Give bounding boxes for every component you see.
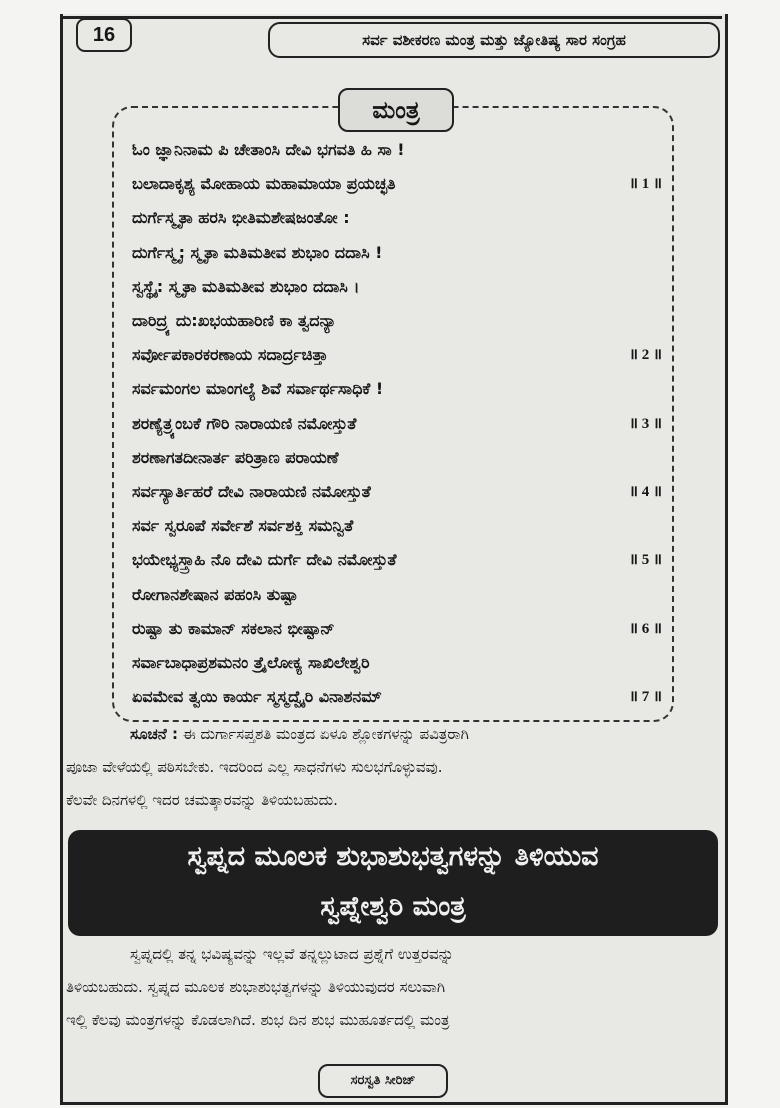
series-footer: ಸರಸ್ವತಿ ಸೀರಿಜ್	[318, 1064, 448, 1098]
verse-text: ಶರಣ್ಯೆತ್ರ್ಯಂಬಕೆ ಗೌರಿ ನಾರಾಯಣಿ ನಮೋಸ್ತುತೆ	[132, 413, 357, 433]
verse-line	[132, 475, 662, 509]
verse-line	[132, 543, 662, 577]
verse-number: ॥ 5 ॥	[629, 552, 662, 569]
banner-line: ಸ್ವಪ್ನದ ಮೂಲಕ ಶುಭಾಶುಭತ್ವಗಳನ್ನು ತಿಳಿಯುವ	[187, 841, 599, 872]
verse-text: ಏವಮೇವ ತ್ವಯಿ ಕಾರ್ಯ ಸ್ಮಸ್ಮದ್ವೈರಿ ವಿನಾಶನಮ್	[132, 687, 382, 707]
verse-text: ಸರ್ವಾಬಾಧಾಪ್ರಶಮನಂ ತ್ರೈಲೋಕ್ಯ ಸಾಖಿಲೇಶ್ವರಿ	[132, 653, 370, 672]
verse-line	[132, 270, 662, 304]
verse-line	[132, 509, 662, 543]
note-line: ಈ ದುರ್ಗಾಸಪ್ತಶತಿ ಮಂತ್ರದ ಏಳೂ ಶ್ಲೋಕಗಳನ್ನು ಪವಿತ್ರರಾಗಿ	[182, 725, 469, 743]
verse-text: ರುಷ್ಟಾ ತು ಕಾಮಾನ್ ಸಕಲಾನ ಭೀಷ್ಟಾನ್	[132, 618, 335, 638]
book-title: ಸರ್ವ ವಶೀಕರಣ ಮಂತ್ರ ಮತ್ತು ಜ್ಯೋತಿಷ್ಯ ಸಾರ ಸಂಗ್ರಹ	[268, 22, 720, 58]
verse-line	[132, 407, 662, 441]
verse-text: ಶರಣಾಗತದೀನಾರ್ತ ಪರಿತ್ರಾಣ ಪರಾಯಣೆ	[132, 447, 339, 467]
header-rule	[60, 16, 722, 19]
body-line: ಇಲ್ಲಿ ಕೆಲವು ಮಂತ್ರಗಳನ್ನು ಕೊಡಲಾಗಿದೆ. ಶುಭ ದಿನ ಶುಭ ಮುಹೂರ್ತದಲ್ಲಿ ಮಂತ್ರ	[66, 1011, 450, 1029]
body-line: ಸ್ವಪ್ನದಲ್ಲಿ ತನ್ನ ಭವಿಷ್ಯವನ್ನು ಇಲ್ಲವೆ ತನ್ನಲ್ಲುಟಾದ ಪ್ರಶ್ನೆಗೆ ಉತ್ತರವನ್ನು	[130, 945, 454, 963]
verse-line	[132, 133, 662, 167]
note-paragraph	[66, 718, 718, 817]
banner-line: ಸ್ವಪ್ನೇಶ್ವರಿ ಮಂತ್ರ	[320, 891, 466, 922]
verse-text: ಸರ್ವ ಸ್ವರೂಪೆ ಸರ್ವೇಶೆ ಸರ್ವಶಕ್ತಿ ಸಮನ್ವಿತೆ	[132, 516, 354, 536]
verse-text: ಸ್ವಸ್ಥೈ: ಸ್ಮೃತಾ ಮತಿಮತೀವ ಶುಭಾಂ ದದಾಸಿ ।	[132, 276, 360, 296]
verse-line	[132, 646, 662, 680]
verse-text: ಬಲಾದಾಕೃಶ್ಯ ಮೋಹಾಯ ಮಹಾಮಾಯಾ ಪ್ರಯಚ್ಛತಿ	[132, 174, 396, 194]
note-label: ಸೂಚನೆ :	[130, 725, 178, 743]
verse-text: ದಾರಿದ್ರ್ಯ ದು:ಖಭಯಹಾರಿಣಿ ಕಾ ತ್ವದನ್ಯಾ	[132, 311, 337, 330]
verse-line	[132, 167, 662, 201]
verse-line	[132, 236, 662, 270]
body-line: ತಿಳಿಯಬಹುದು. ಸ್ವಪ್ನದ ಮೂಲಕ ಶುಭಾಶುಭತ್ವಗಳನ್ನು ತಿಳಿಯುವುದರ ಸಲುವಾಗಿ	[66, 978, 446, 996]
verse-line	[132, 201, 662, 235]
section-heading-banner	[68, 830, 718, 936]
verse-text: ರೋಗಾನಶೇಷಾನ ಪಹಂಸಿ ತುಷ್ಟಾ	[132, 584, 298, 604]
body-paragraph	[66, 938, 718, 1037]
verse-text: ಸರ್ವೋಪಕಾರಕರಣಾಯ ಸದಾರ್ದ್ರಚಿತ್ತಾ	[132, 345, 328, 365]
verse-number: ॥ 3 ॥	[629, 415, 662, 432]
verse-text: ದುರ್ಗೆಸ್ಮೃ: ಸ್ಮೃತಾ ಮತಿಮತೀವ ಶುಭಾಂ ದದಾಸಿ !	[132, 242, 383, 262]
verse-line	[132, 680, 662, 714]
verse-text: ಓಂ ಜ್ಞಾನಿನಾಮ ಪಿ ಚೇತಾಂಸಿ ದೇವಿ ಭಗವತಿ ಹಿ ಸಾ !	[132, 140, 405, 159]
verse-line	[132, 578, 662, 612]
verse-text: ಭಯೇಭ್ಯಸ್ತ್ರಾಹಿ ನೊ ದೇವಿ ದುರ್ಗೆ ದೇವಿ ನಮೋಸ್ತುತೆ	[132, 550, 397, 570]
verse-line	[132, 338, 662, 372]
verse-line	[132, 441, 662, 475]
verse-text: ಸರ್ವಸ್ಯಾರ್ತಿಹರೆ ದೇವಿ ನಾರಾಯಣಿ ನಮೋಸ್ತುತೆ	[132, 482, 371, 501]
verse-line	[132, 372, 662, 406]
verse-number: ॥ 4 ॥	[629, 484, 662, 500]
verse-number: ॥ 6 ॥	[629, 620, 662, 637]
verse-line	[132, 612, 662, 646]
verse-number: ॥ 7 ॥	[629, 689, 662, 706]
page-number: 16	[76, 18, 132, 52]
verse-number: ॥ 2 ॥	[629, 347, 662, 364]
mantra-title: ಮಂತ್ರ	[338, 88, 454, 132]
verse-line	[132, 304, 662, 338]
verse-text: ಸರ್ವಮಂಗಲ ಮಾಂಗಲ್ಯೆ ಶಿವೆ ಸರ್ವಾರ್ಥಸಾಧಿಕೆ !	[132, 379, 384, 399]
verse-text: ದುರ್ಗೆಸ್ಮೃತಾ ಹರಸಿ ಭೀತಿಮಶೇಷಜಂತೋ :	[132, 208, 350, 228]
note-line: ಕೆಲವೇ ದಿನಗಳಲ್ಲಿ ಇದರ ಚಮತ್ಕಾರವನ್ನು ತಿಳಿಯಬಹುದು.	[66, 791, 338, 809]
note-line: ಪೂಜಾ ವೇಳೆಯಲ್ಲಿ ಪಠಿಸಬೇಕು. ಇದರಿಂದ ಎಲ್ಲ ಸಾಧನೆಗಳು ಸುಲಭಗೊಳ್ಳುವವು.	[66, 758, 443, 776]
verse-number: ॥ 1 ॥	[629, 176, 662, 193]
